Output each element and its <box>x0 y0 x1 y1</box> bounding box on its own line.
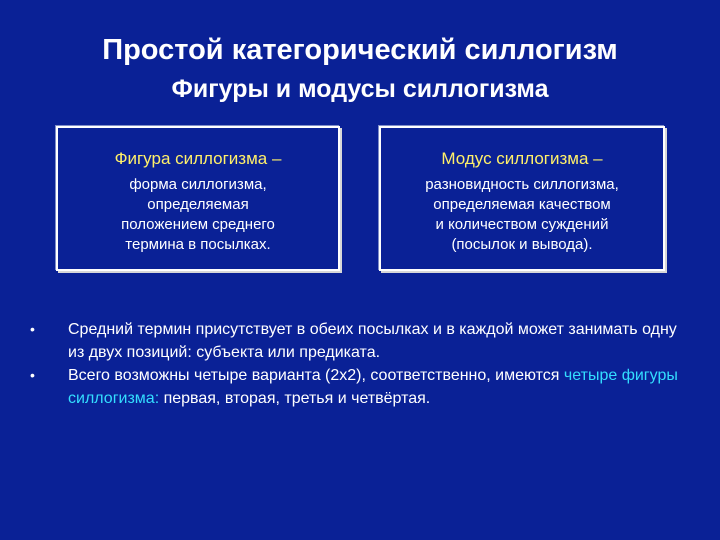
bullet-list <box>30 318 680 410</box>
bullet-icon: • <box>30 367 35 383</box>
definition-text <box>58 175 338 255</box>
bullet-icon: • <box>30 321 35 337</box>
definition-heading: Фигура силлогизма – <box>114 149 282 168</box>
highlighted-term: четыре фигуры силлогизма: <box>68 367 678 407</box>
bullet-text-part: Всего возможны четыре варианта (2х2), соответственно, имеются <box>68 367 564 384</box>
definition-heading: Модус силлогизма – <box>441 149 603 168</box>
bullet-item <box>30 318 680 364</box>
definition-line: положением среднего <box>121 216 275 233</box>
definition-line: и количеством суждений <box>435 216 609 233</box>
bullet-item <box>30 364 680 410</box>
definition-line: определяемая качеством <box>433 196 611 213</box>
definition-line: разновидность силлогизма, <box>425 176 619 193</box>
definition-line: форма силлогизма, <box>129 176 267 193</box>
definition-line: определяемая <box>147 196 249 213</box>
bullet-text: Средний термин присутствует в обеих посылках и в каждой может занимать одну из двух позиций: субъекта или предиката. <box>68 321 677 361</box>
definition-box-mood <box>379 126 665 271</box>
bullet-text-part: первая, вторая, третья и четвёртая. <box>159 390 431 407</box>
slide-subtitle: Фигуры и модусы силлогизма <box>171 75 549 103</box>
definition-line: термина в посылках. <box>125 236 271 253</box>
slide-title: Простой категорический силлогизм <box>102 34 618 66</box>
bullet-text <box>68 364 680 410</box>
definition-text <box>381 175 663 255</box>
definition-box-figure <box>56 126 340 271</box>
definition-line: (посылок и вывода). <box>451 236 593 253</box>
